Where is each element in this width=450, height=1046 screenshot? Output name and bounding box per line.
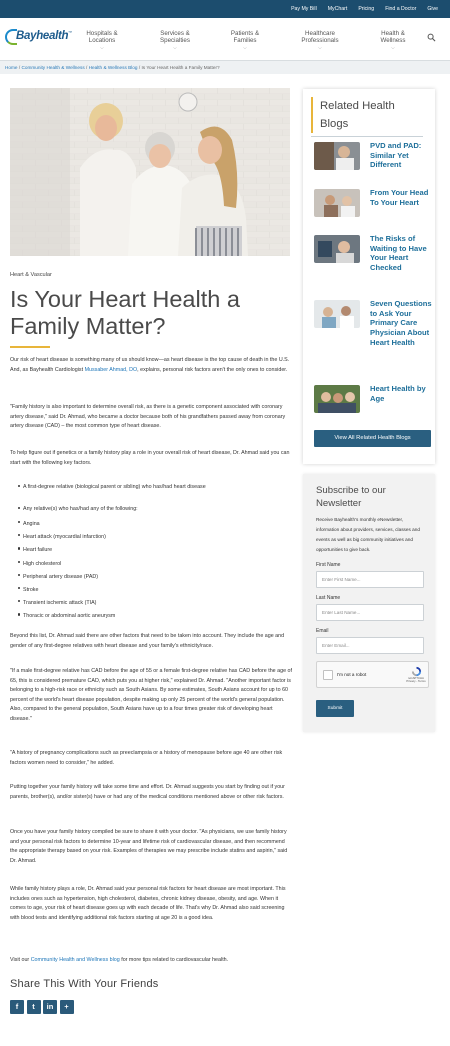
submit-button[interactable]: Submit — [316, 700, 354, 717]
related-blog-title: The Risks of Waiting to Have Your Heart Checked — [370, 234, 427, 273]
plus-icon[interactable]: + — [60, 1000, 74, 1014]
article-paragraph: Putting together your family history will take some time and effort. Dr. Ahmad suggests you start by finding out if your parents, brother(s), and/or sister(s) have or had any of the medical conditions mentioned above or other risk factors. — [10, 784, 285, 800]
divider — [311, 136, 423, 137]
nav-label-line1: Patients & — [230, 30, 260, 37]
recaptcha-brand: reCAPTCHA — [408, 676, 424, 680]
first-name-field[interactable]: Enter First Name... — [316, 571, 424, 588]
blog-thumbnail — [314, 300, 360, 328]
conditions-list — [10, 518, 293, 624]
email-label: Email — [316, 628, 329, 634]
list-item: Thoracic or abdominal aortic aneurysm — [10, 610, 293, 623]
recaptcha-badge — [406, 666, 426, 684]
share-heading: Share This With Your Friends — [10, 978, 159, 990]
article-paragraph: While family history plays a role, Dr. Ahmad said your personal risk factors for heart disease are most important. This includes ones such as hypertension, high cholesterol, diabetes, chronic kidney disease, obesity, and age. When it comes to age, your risk of heart disease goes up with each decade of life. That's why Dr. Ahmad also said screening with blood tests and identifying additional risk factors starting at age 20 is a good idea. — [10, 886, 286, 921]
search-icon[interactable] — [427, 33, 436, 42]
view-all-blogs-button[interactable]: View All Related Health Blogs — [314, 430, 431, 447]
blog-thumbnail — [314, 189, 360, 217]
article-paragraph: "Family history is also important to determine overall risk, as there is a genetic component associated with coronary artery disease," said Dr. Ahmad, who became a doctor because both of his grandfathers passed away from coronary artery disease (CAD) – the most common type of heart disease. — [10, 404, 286, 430]
relatives-list — [10, 504, 293, 514]
breadcrumb-separator: / — [85, 65, 88, 70]
email-field[interactable]: Enter Email... — [316, 637, 424, 654]
main-nav — [0, 18, 450, 61]
related-blog-title: From Your Head To Your Heart — [370, 188, 429, 207]
related-blogs-card — [303, 89, 435, 464]
chevron-down-icon: ⌵ — [243, 45, 247, 51]
list-item: Angina — [10, 518, 293, 531]
list-item: Heart attack (myocardial infarction) — [10, 531, 293, 544]
breadcrumb-community-health[interactable]: Community Health & Wellness — [21, 65, 85, 70]
nav-health-wellness[interactable] — [374, 31, 412, 50]
paragraph-text: for more tips related to cardiovascular health. — [119, 957, 229, 963]
last-name-label: Last Name — [316, 595, 341, 601]
article-paragraph: To help figure out if genetics or a family history play a role in your overall risk of heart disease, Dr. Ahmad said you can start with the following key factors. — [10, 450, 290, 466]
paragraph-text: Visit our — [10, 957, 31, 963]
newsletter-card — [303, 474, 435, 732]
chevron-down-icon: ⌵ — [100, 45, 104, 51]
blog-thumbnail — [314, 385, 360, 413]
breadcrumb — [0, 61, 450, 74]
chevron-down-icon: ⌵ — [391, 45, 395, 51]
article-paragraph: Beyond this list, Dr. Ahmad said there are other factors that need to be taken into account. They include the age and gender of any first-degree relatives with heart disease and your family's ethnicity/race. — [10, 633, 285, 649]
related-blog-title: Heart Health by Age — [370, 384, 426, 403]
nav-label-line1: Health & — [381, 30, 405, 37]
newsletter-description: Receive Bayhealth's monthly eNewsletter, information about providers, services, classes and events as well as big community initiatives and opportunities to give back. — [316, 517, 420, 552]
nav-label-line1: Services & — [160, 30, 190, 37]
nav-label-line2: Locations — [88, 36, 116, 44]
breadcrumb-separator: / — [18, 65, 21, 70]
related-blog-title: Seven Questions to Ask Your Primary Care Physician About Heart Health — [370, 299, 432, 347]
page-title: Is Your Heart Health a Family Matter? — [10, 286, 240, 339]
nav-patients-families[interactable] — [226, 31, 264, 50]
nav-services-specialties[interactable] — [154, 31, 196, 50]
nav-healthcare-professionals[interactable] — [296, 31, 344, 50]
nav-label-line2: Specialties — [160, 36, 190, 44]
list-item: Heart failure — [10, 544, 293, 557]
logo-wordmark: Bayhealth — [16, 30, 69, 42]
article-paragraph: Once you have your family history compiled be sure to share it with your doctor. "As physicians, we use family history and your personal risk factors to determine 10-year and lifetime risk of cardiovascular disease, and then recommend the appropriate therapy based on your risk. Examples of therapies we may prescribe include statins and aspirin," said Dr. Ahmad. — [10, 829, 288, 864]
list-item: Transient ischemic attack (TIA) — [10, 597, 293, 610]
related-blogs-heading: Related Health Blogs — [311, 97, 421, 133]
breadcrumb-separator: / — [138, 65, 141, 70]
breadcrumb-blog[interactable]: Health & Wellness Blog — [88, 65, 138, 70]
facebook-icon[interactable]: f — [10, 1000, 24, 1014]
key-factors-list — [10, 482, 293, 492]
list-item: A first-degree relative (biological parent or sibling) who has/had heart disease — [10, 482, 293, 492]
nav-label-line2: Wellness — [380, 36, 406, 44]
recaptcha-links[interactable]: Privacy - Terms — [406, 679, 426, 684]
bayhealth-logo[interactable] — [5, 27, 72, 49]
article-paragraph — [10, 356, 293, 375]
related-blog-title: PVD and PAD: Similar Yet Different — [370, 141, 422, 170]
nav-label-line2: Families — [233, 36, 257, 44]
paragraph-text: Our risk of heart disease is something many of us should know—as heart disease is the top cause of death in the U.S. And, as Bayhealth Cardiologist — [10, 357, 290, 373]
utility-link-mychart[interactable]: MyChart — [327, 6, 348, 12]
breadcrumb-current: Is Your Heart Health a Family Matter? — [141, 65, 220, 70]
list-item: Any relative(s) who has/had any of the following: — [10, 504, 293, 514]
twitter-icon[interactable]: t — [27, 1000, 41, 1014]
paragraph-text: , explains, personal risk factors aren't the only ones to consider. — [137, 366, 288, 373]
linkedin-icon[interactable]: in — [43, 1000, 57, 1014]
community-blog-link[interactable]: Community Health and Wellness blog — [30, 957, 120, 963]
logo-trademark: ™ — [68, 30, 72, 35]
breadcrumb-home[interactable]: Home — [5, 65, 18, 70]
utility-link-give[interactable]: Give — [427, 6, 438, 12]
article-paragraph — [10, 956, 293, 966]
recaptcha-widget — [316, 661, 429, 688]
blog-thumbnail — [314, 235, 360, 263]
utility-link-pricing[interactable]: Pricing — [358, 6, 375, 12]
last-name-field[interactable]: Enter Last Name... — [316, 604, 424, 621]
share-buttons — [10, 1000, 74, 1014]
blog-thumbnail — [314, 142, 360, 170]
recaptcha-label: I'm not a robot — [337, 672, 367, 677]
chevron-down-icon: ⌵ — [173, 45, 177, 51]
nav-label-line2: Professionals — [301, 36, 339, 44]
utility-bar — [0, 0, 450, 18]
hero-image-three-generations — [10, 88, 290, 256]
recaptcha-checkbox[interactable] — [323, 670, 333, 680]
list-item: High cholesterol — [10, 558, 293, 571]
list-item: Peripheral artery disease (PAD) — [10, 571, 293, 584]
first-name-label: First Name — [316, 562, 341, 568]
nav-hospitals-locations[interactable] — [82, 31, 122, 50]
article-paragraph: "If a male first-degree relative has CAD before the age of 55 or a female first-degree relative has CAD before the age of 65, this is considered premature CAD, which puts you at higher risk," explained Dr. Ahmad. "Another important factor is belonging to a high-risk race or ethnicity such as South Asians. By some estimates, South Asians account for up to 60 percent of the world's heart disease population, despite making up only 25 percent of the world's general population. Also, compared to the general population, South Asians have up to a four times greater risk of developing heart disease." — [10, 668, 292, 722]
nav-label-line1: Healthcare — [305, 30, 335, 37]
title-accent-rule — [10, 346, 50, 348]
utility-link-find-doctor[interactable]: Find a Doctor — [385, 6, 417, 12]
cardiologist-link[interactable]: Mussaber Ahmad, DO — [84, 366, 138, 373]
list-item: Stroke — [10, 584, 293, 597]
chevron-down-icon: ⌵ — [318, 45, 322, 51]
newsletter-heading: Subscribe to our Newsletter — [316, 485, 386, 509]
nav-label-line1: Hospitals & — [86, 30, 118, 37]
article-category: Heart & Vascular — [10, 272, 52, 278]
utility-link-pay-bill[interactable]: Pay My Bill — [291, 6, 317, 12]
article-paragraph: "A history of pregnancy complications such as preeclampsia or a history of menopause before age 40 are other risk factors women need to consider," he added. — [10, 750, 283, 766]
